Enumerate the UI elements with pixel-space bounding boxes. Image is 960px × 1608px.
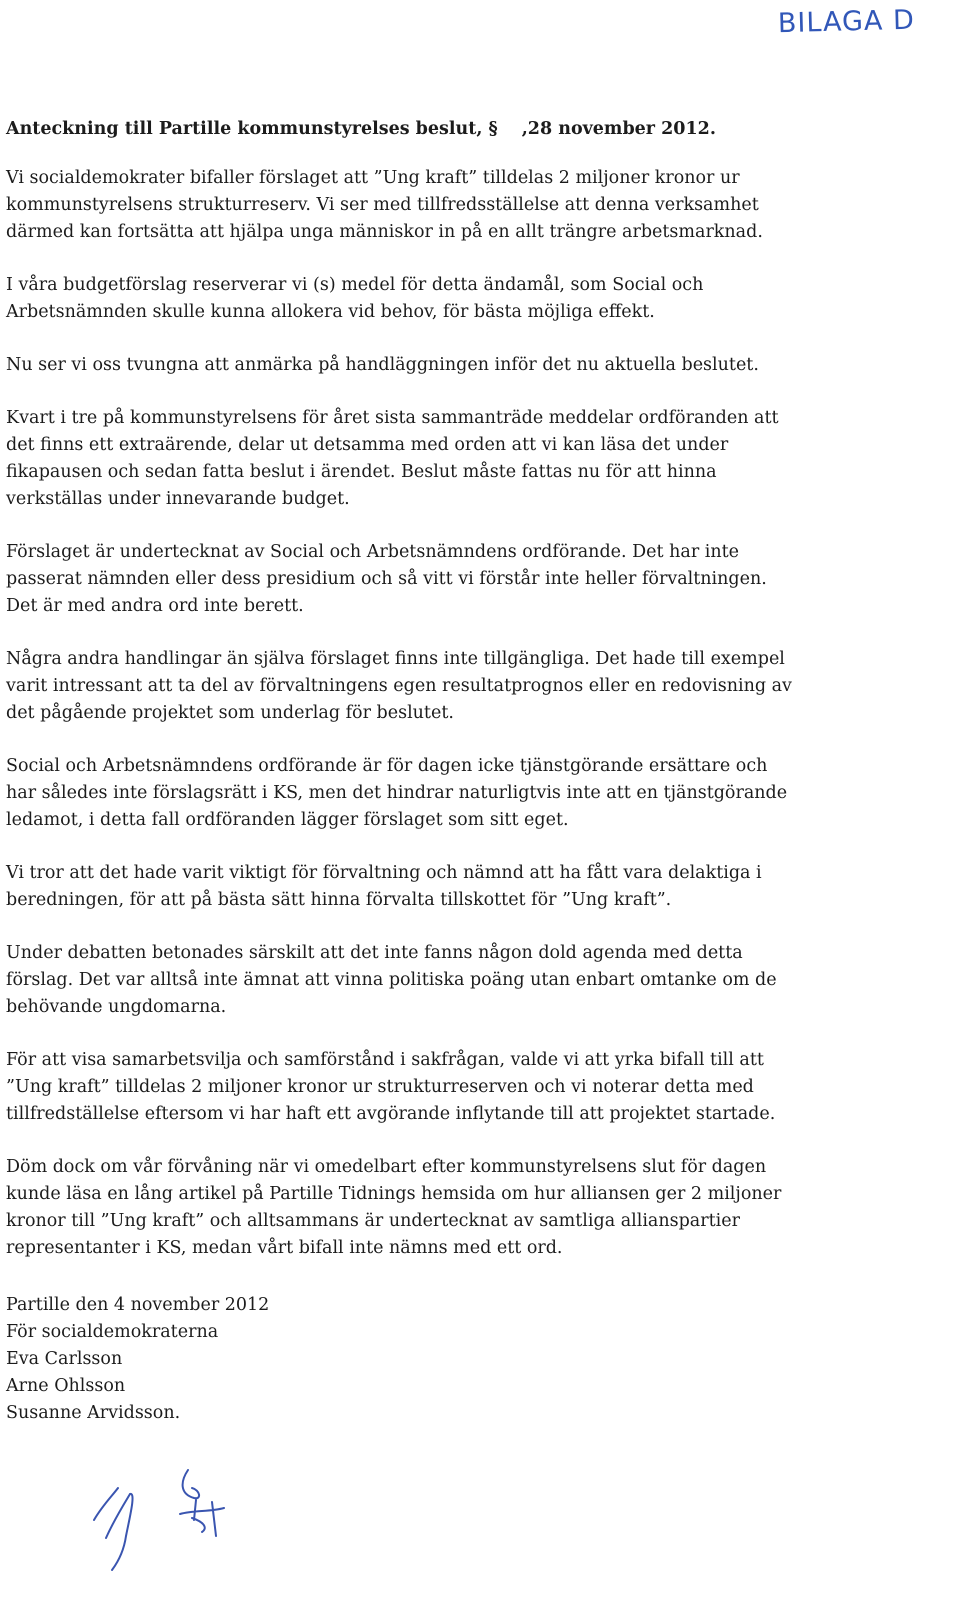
text-line: I våra budgetförslag reserverar vi (s) medel för detta ändamål, som Social och (6, 275, 704, 295)
text-line: förslag. Det var alltså inte ämnat att vinna politiska poäng utan enbart omtanke om de (6, 970, 777, 990)
document-body (6, 116, 886, 1427)
paragraph-6 (6, 646, 886, 727)
paragraph-7 (6, 753, 886, 834)
paragraph-10 (6, 1047, 886, 1128)
paragraph-3 (6, 352, 886, 379)
paragraph-4 (6, 405, 886, 513)
text-line: ”Ung kraft” tilldelas 2 miljoner kronor ur strukturreserven och vi noterar detta med (6, 1077, 754, 1097)
text-line: behövande ungdomarna. (6, 997, 227, 1017)
text-line: Nu ser vi oss tvungna att anmärka på handläggningen inför det nu aktuella beslutet. (6, 355, 759, 375)
text-line: Vi tror att det hade varit viktigt för förvaltning och nämnd att ha fått vara delaktiga i (6, 863, 762, 883)
text-line: passerat nämnden eller dess presidium och så vitt vi förstår inte heller förvaltningen. (6, 569, 767, 589)
handwritten-initials (84, 1458, 254, 1578)
paragraph-5 (6, 539, 886, 620)
text-line: Döm dock om vår förvåning när vi omedelbart efter kommunstyrelsens slut för dagen (6, 1157, 767, 1177)
signatory-name: Susanne Arvidsson. (6, 1403, 181, 1423)
text-line: därmed kan fortsätta att hjälpa unga människor in på en allt trängre arbetsmarknad. (6, 222, 763, 242)
text-line: tillfredställelse eftersom vi har haft ett avgörande inflytande till att projektet startade. (6, 1104, 776, 1124)
text-line: det finns ett extraärende, delar ut detsamma med orden att vi kan läsa det under (6, 435, 729, 455)
text-line: Några andra handlingar än själva förslaget finns inte tillgängliga. Det hade till exempel (6, 649, 785, 669)
document-heading (6, 116, 886, 143)
initials-signature (84, 1458, 254, 1578)
text-line: beredningen, för att på bästa sätt hinna förvalta tillskottet för ”Ung kraft”. (6, 890, 672, 910)
paragraph-2 (6, 272, 886, 326)
closing-block (6, 1292, 886, 1427)
signatory-name: Eva Carlsson (6, 1349, 123, 1369)
party-line: För socialdemokraterna (6, 1322, 219, 1342)
text-line: det pågående projektet som underlag för beslutet. (6, 703, 454, 723)
text-line: Vi socialdemokrater bifaller förslaget att ”Ung kraft” tilldelas 2 miljoner kronor ur (6, 168, 740, 188)
paragraph-1 (6, 165, 886, 246)
text-line: varit intressant att ta del av förvaltningens egen resultatprognos eller en redovisning av (6, 676, 792, 696)
text-line: representanter i KS, medan vårt bifall inte nämns med ett ord. (6, 1238, 563, 1258)
text-line: kronor till ”Ung kraft” och alltsammans är undertecknat av samtliga allianspartier (6, 1211, 740, 1231)
text-line: ledamot, i detta fall ordföranden lägger förslaget som sitt eget. (6, 810, 569, 830)
signatory-name: Arne Ohlsson (6, 1376, 126, 1396)
text-line: Det är med andra ord inte berett. (6, 596, 304, 616)
paragraph-11 (6, 1154, 886, 1262)
text-line: fikapausen och sedan fatta beslut i ärendet. Beslut måste fattas nu för att hinna (6, 462, 717, 482)
place-date: Partille den 4 november 2012 (6, 1295, 270, 1315)
text-line: Arbetsnämnden skulle kunna allokera vid behov, för bästa möjliga effekt. (6, 302, 655, 322)
text-line: Under debatten betonades särskilt att det inte fanns någon dold agenda med detta (6, 943, 743, 963)
heading-title: Anteckning till Partille kommunstyrelses beslut, § (6, 119, 498, 139)
heading-date: ,28 november 2012. (521, 119, 716, 139)
text-line: För att visa samarbetsvilja och samförstånd i sakfrågan, valde vi att yrka bifall till att (6, 1050, 764, 1070)
text-line: verkställas under innevarande budget. (6, 489, 350, 509)
bilaga-stamp: BILAGA D (777, 4, 916, 40)
text-line: Social och Arbetsnämndens ordförande är för dagen icke tjänstgörande ersättare och (6, 756, 768, 776)
text-line: har således inte förslagsrätt i KS, men det hindrar naturligtvis inte att en tjänstgörande (6, 783, 788, 803)
text-line: Förslaget är undertecknat av Social och Arbetsnämndens ordförande. Det har inte (6, 542, 740, 562)
text-line: kunde läsa en lång artikel på Partille Tidnings hemsida om hur alliansen ger 2 miljoner (6, 1184, 782, 1204)
paragraph-8 (6, 860, 886, 914)
paragraph-9 (6, 940, 886, 1021)
initial-mark-1 (94, 1488, 133, 1570)
text-line: Kvart i tre på kommunstyrelsens för året sista sammanträde meddelar ordföranden att (6, 408, 779, 428)
text-line: kommunstyrelsens strukturreserv. Vi ser med tillfredsställelse att denna verksamhet (6, 195, 759, 215)
initial-mark-2 (180, 1470, 224, 1536)
